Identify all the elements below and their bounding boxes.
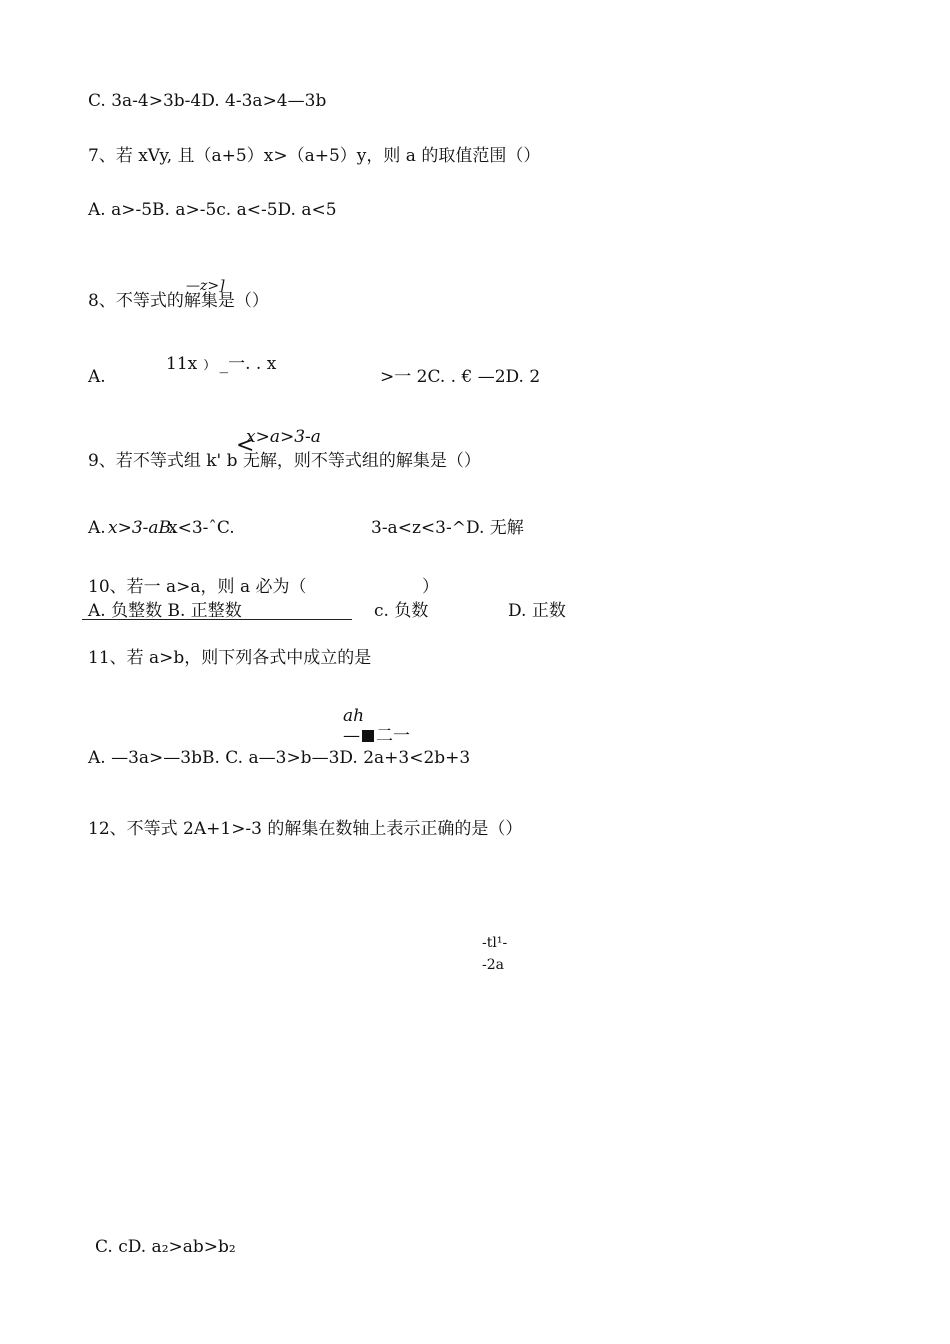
question-8-options: >一 2C. . € —2D. 2 — [380, 367, 541, 387]
dash-text: — — [343, 726, 360, 746]
dash-text-2: 二一 — [376, 726, 410, 746]
question-10-options-ab: A. 负整数 B. 正整数 — [88, 601, 242, 621]
question-7-options: A. a>-5B. a>-5c. a<-5D. a<5 — [88, 200, 337, 220]
question-8: 8、不等式的解集是（） — [88, 291, 269, 311]
question-7: 7、若 xVy, 且（a+5）x>（a+5）y，则 a 的取值范围（） — [88, 146, 541, 166]
question-11: 11、若 a>b，则下列各式中成立的是 — [88, 648, 372, 668]
option-line-last: C. cD. a₂>ab>b₂ — [95, 1237, 236, 1257]
question-9-option-a: A. — [88, 518, 106, 538]
question-9-brace: < — [236, 433, 255, 458]
question-12: 12、不等式 2A+1>-3 的解集在数轴上表示正确的是（） — [88, 819, 523, 839]
question-10: 10、若一 a>a，则 a 必为（ — [88, 577, 307, 597]
question-9-option-b: x<3-ˆC. — [168, 518, 235, 538]
question-11-options: A. —3a>—3bB. C. a—3>b—3D. 2a+3<2b+3 — [88, 748, 471, 768]
number-line-label-top: -tl¹- — [482, 935, 508, 951]
question-10-option-c: c. 负数 — [374, 601, 429, 621]
question-9-system: x>a>3-a — [246, 427, 321, 447]
question-11-fraction-line — [343, 726, 410, 746]
black-square-icon — [362, 730, 374, 742]
question-9: 9、若不等式组 k' b 无解，则不等式组的解集是（） — [88, 451, 481, 471]
question-10-close-paren: ） — [422, 577, 439, 597]
option-line-6cd: C. 3a-4>3b-4D. 4-3a>4—3b — [88, 91, 327, 111]
underline-rule — [82, 619, 352, 620]
question-9-option-cd: 3-a<z<3-^D. 无解 — [371, 518, 524, 538]
question-10-option-d: D. 正数 — [508, 601, 566, 621]
question-9-option-ab: x>3-aB. — [108, 518, 177, 538]
question-11-fraction-top: ah — [343, 706, 365, 726]
question-8-option-a: A. — [88, 367, 106, 387]
question-8-fraction: —z>] — [186, 278, 225, 294]
question-8-expression: 11x﹚ _一. . x — [166, 354, 277, 374]
number-line-label-bottom: -2a — [482, 957, 504, 973]
